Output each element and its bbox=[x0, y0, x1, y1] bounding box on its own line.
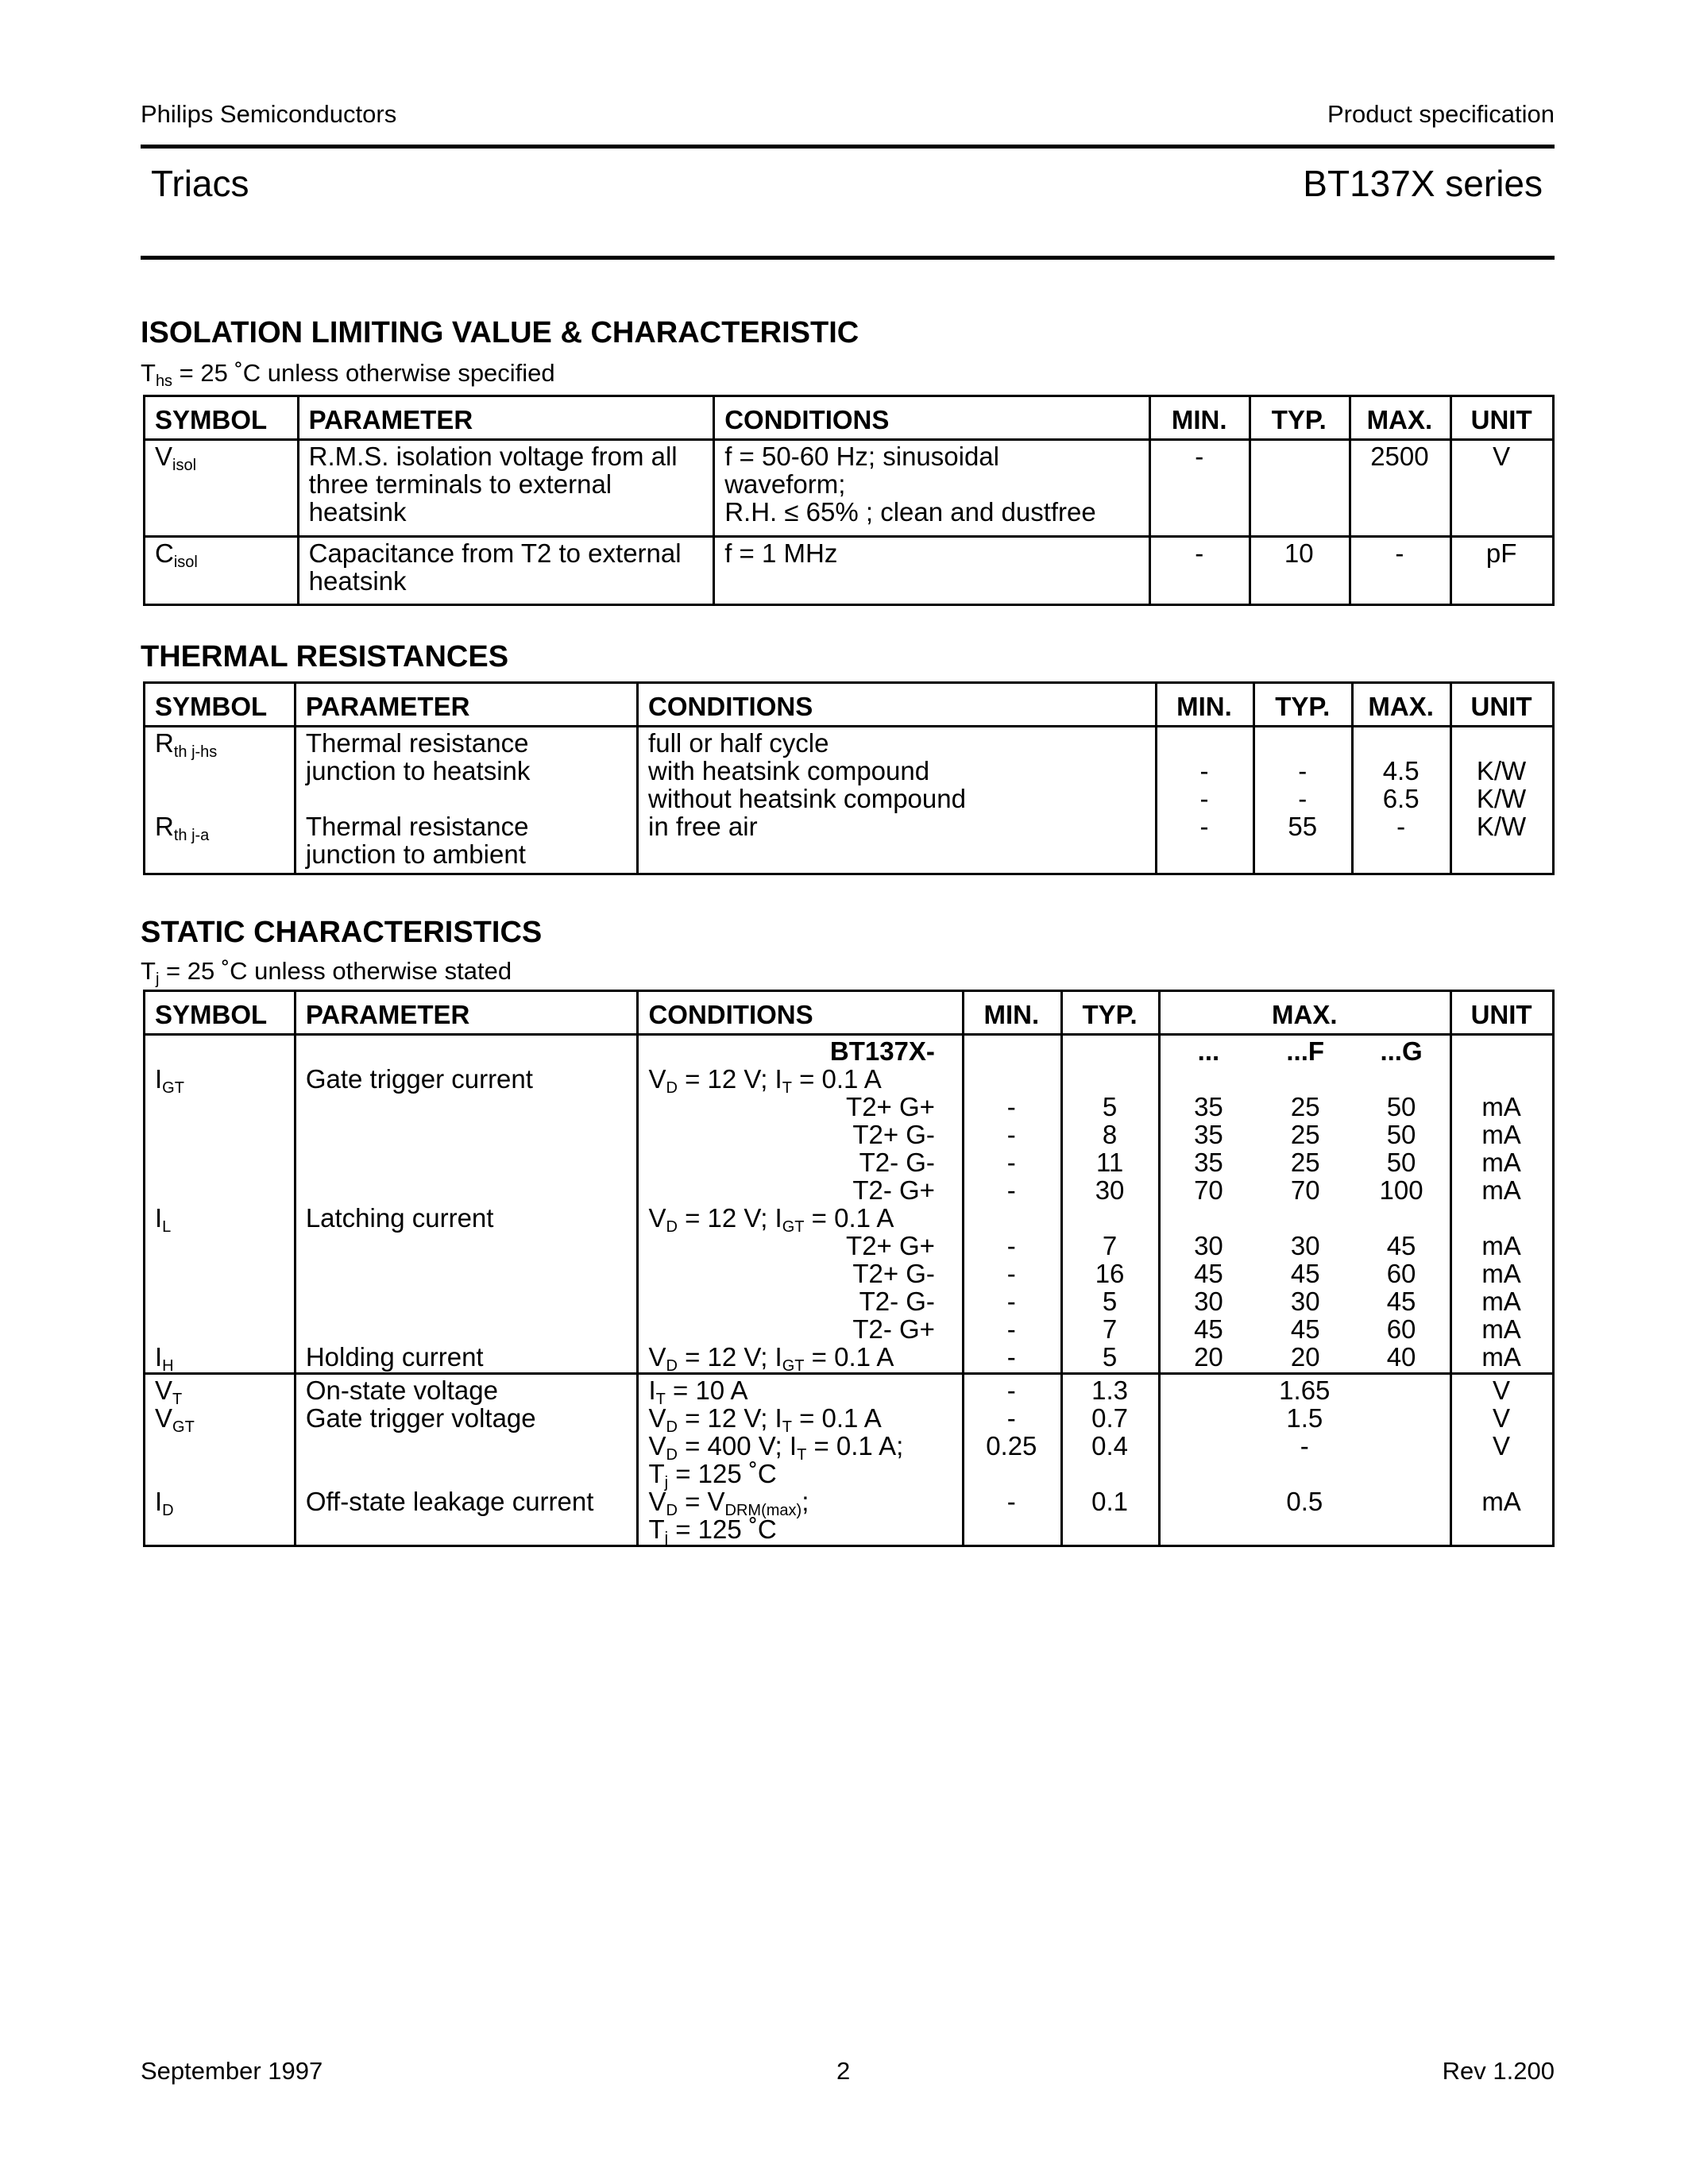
typ-cell: - - 55 bbox=[1254, 727, 1353, 874]
col-symbol: SYMBOL bbox=[145, 991, 295, 1035]
col-symbol: SYMBOL bbox=[145, 683, 295, 727]
thermal-table bbox=[143, 681, 1555, 875]
max-cell: ... 35 35 35 70 30 45 30 45 20 bbox=[1160, 1035, 1257, 1374]
table-header-row bbox=[145, 396, 1554, 440]
symbol-cell: $C_{isol}$ bbox=[145, 537, 299, 605]
symbol-cell: $V_{isol}$ bbox=[145, 440, 299, 537]
conditions-cell: full or half cycle with heatsink compound without heatsink compound in free air bbox=[638, 727, 1157, 874]
device-label: BT137X- bbox=[829, 1036, 935, 1066]
max-cell: 4.5 6.5 - bbox=[1353, 727, 1451, 874]
col-unit: UNIT bbox=[1451, 683, 1554, 727]
col-typ: TYP. bbox=[1254, 683, 1353, 727]
table-row bbox=[145, 537, 1554, 605]
unit-cell: K/W K/W K/W bbox=[1451, 727, 1554, 874]
table-row bbox=[145, 1035, 1554, 1374]
parameter-cell: On-state voltage Gate trigger voltage Off-state leakage current bbox=[295, 1374, 638, 1546]
isolation-conditions-note: $T_{hs} = 25$ ˚C unless otherwise specified bbox=[141, 359, 555, 390]
footer-date: September 1997 bbox=[141, 2057, 323, 2085]
static-section-title: STATIC CHARACTERISTICS bbox=[141, 916, 543, 949]
col-typ: TYP. bbox=[1250, 396, 1350, 440]
static-conditions-note: $T_j = 25$ ˚C unless otherwise stated bbox=[141, 957, 512, 988]
table-row bbox=[145, 440, 1554, 537]
footer-revision: Rev 1.200 bbox=[1442, 2057, 1555, 2085]
col-conditions: CONDITIONS bbox=[638, 991, 963, 1035]
typ-cell: 1.3 0.7 0.4 0.1 bbox=[1061, 1374, 1160, 1546]
max-g-cell: ...G 50 50 50 100 45 60 45 60 40 bbox=[1354, 1035, 1451, 1374]
table-header-row bbox=[145, 991, 1554, 1035]
table-header-row bbox=[145, 683, 1554, 727]
conditions-cell: f = 1 MHz bbox=[714, 537, 1150, 605]
unit-cell: V bbox=[1451, 440, 1554, 537]
col-min: MIN. bbox=[1150, 396, 1250, 440]
isolation-table bbox=[143, 395, 1555, 606]
symbol-cell: $V_T$ $V_{GT}$ $I_D$ bbox=[145, 1374, 295, 1546]
static-table bbox=[143, 990, 1555, 1547]
col-min: MIN. bbox=[963, 991, 1061, 1035]
parameter-cell: Thermal resistance junction to heatsink Thermal resistance junction to ambient bbox=[295, 727, 637, 874]
header-rule bbox=[141, 145, 1555, 149]
min-cell: - - 0.25 - bbox=[963, 1374, 1061, 1546]
parameter-cell: R.M.S. isolation voltage from all three terminals to external heatsink bbox=[298, 440, 714, 537]
unit-cell: V V V mA bbox=[1451, 1374, 1554, 1546]
conditions-cell: BT137X- $V_D = 12$ V; $I_T = 0.1$ A T2+ G+ T2+ G- T2- G- T2- G+ $V_D = 12$ V; $I_{GT} = 0.1$ A T2+ G+ T2+ G- T2- G- T2- G+ $V_D = 12$ V; $I_{GT} = 0.1$ A bbox=[638, 1035, 963, 1374]
typ-cell: 5 8 11 30 7 16 5 7 5 bbox=[1061, 1035, 1160, 1374]
col-max: MAX. bbox=[1353, 683, 1451, 727]
product-series: BT137X series bbox=[1303, 163, 1543, 204]
col-unit: UNIT bbox=[1451, 991, 1554, 1035]
table-row bbox=[145, 727, 1554, 874]
document-type: Product specification bbox=[1327, 100, 1555, 128]
col-parameter: PARAMETER bbox=[298, 396, 714, 440]
company-name: Philips Semiconductors bbox=[141, 100, 397, 128]
product-category: Triacs bbox=[151, 163, 249, 204]
typ-cell bbox=[1250, 440, 1350, 537]
table-row bbox=[145, 1374, 1554, 1546]
col-parameter: PARAMETER bbox=[295, 991, 638, 1035]
col-unit: UNIT bbox=[1451, 396, 1554, 440]
title-rule bbox=[141, 256, 1555, 260]
unit-cell: mA mA mA mA mA mA mA mA mA bbox=[1451, 1035, 1554, 1374]
footer-page-number: 2 bbox=[836, 2057, 851, 2085]
conditions-cell: $I_T = 10$ A $V_D = 12$ V; $I_T = 0.1$ A $V_D = 400$ V; $I_T = 0.1$ A; $T_j = 125$ ˚C $V_D = V_{DRM(max)}$; $T_j = 125$ ˚C bbox=[638, 1374, 963, 1546]
col-typ: TYP. bbox=[1061, 991, 1160, 1035]
min-cell: - bbox=[1150, 440, 1250, 537]
col-max: MAX. bbox=[1160, 991, 1451, 1035]
col-parameter: PARAMETER bbox=[295, 683, 637, 727]
max-cell: - bbox=[1350, 537, 1451, 605]
typ-cell: 10 bbox=[1250, 537, 1350, 605]
isolation-section-title: ISOLATION LIMITING VALUE & CHARACTERISTIC bbox=[141, 316, 859, 349]
col-conditions: CONDITIONS bbox=[638, 683, 1157, 727]
col-symbol: SYMBOL bbox=[145, 396, 299, 440]
max-f-cell: ...F 25 25 25 70 30 45 30 45 20 bbox=[1257, 1035, 1354, 1374]
max-cell: 2500 bbox=[1350, 440, 1451, 537]
unit-cell: pF bbox=[1451, 537, 1554, 605]
parameter-cell: Capacitance from T2 to external heatsink bbox=[298, 537, 714, 605]
conditions-cell: f = 50-60 Hz; sinusoidal waveform; R.H. ≤ 65% ; clean and dustfree bbox=[714, 440, 1150, 537]
col-conditions: CONDITIONS bbox=[714, 396, 1150, 440]
symbol-cell: $I_{GT}$ $I_L$ $I_H$ bbox=[145, 1035, 295, 1374]
min-cell: - - - - - - - - - bbox=[963, 1035, 1061, 1374]
thermal-section-title: THERMAL RESISTANCES bbox=[141, 640, 509, 673]
min-cell: - bbox=[1150, 537, 1250, 605]
col-max: MAX. bbox=[1350, 396, 1451, 440]
max-cell: 1.65 1.5 - 0.5 bbox=[1160, 1374, 1451, 1546]
min-cell: - - - bbox=[1156, 727, 1254, 874]
col-min: MIN. bbox=[1156, 683, 1254, 727]
symbol-cell: $R_{th j-hs}$ $R_{th j-a}$ bbox=[145, 727, 295, 874]
parameter-cell: Gate trigger current Latching current Holding current bbox=[295, 1035, 638, 1374]
